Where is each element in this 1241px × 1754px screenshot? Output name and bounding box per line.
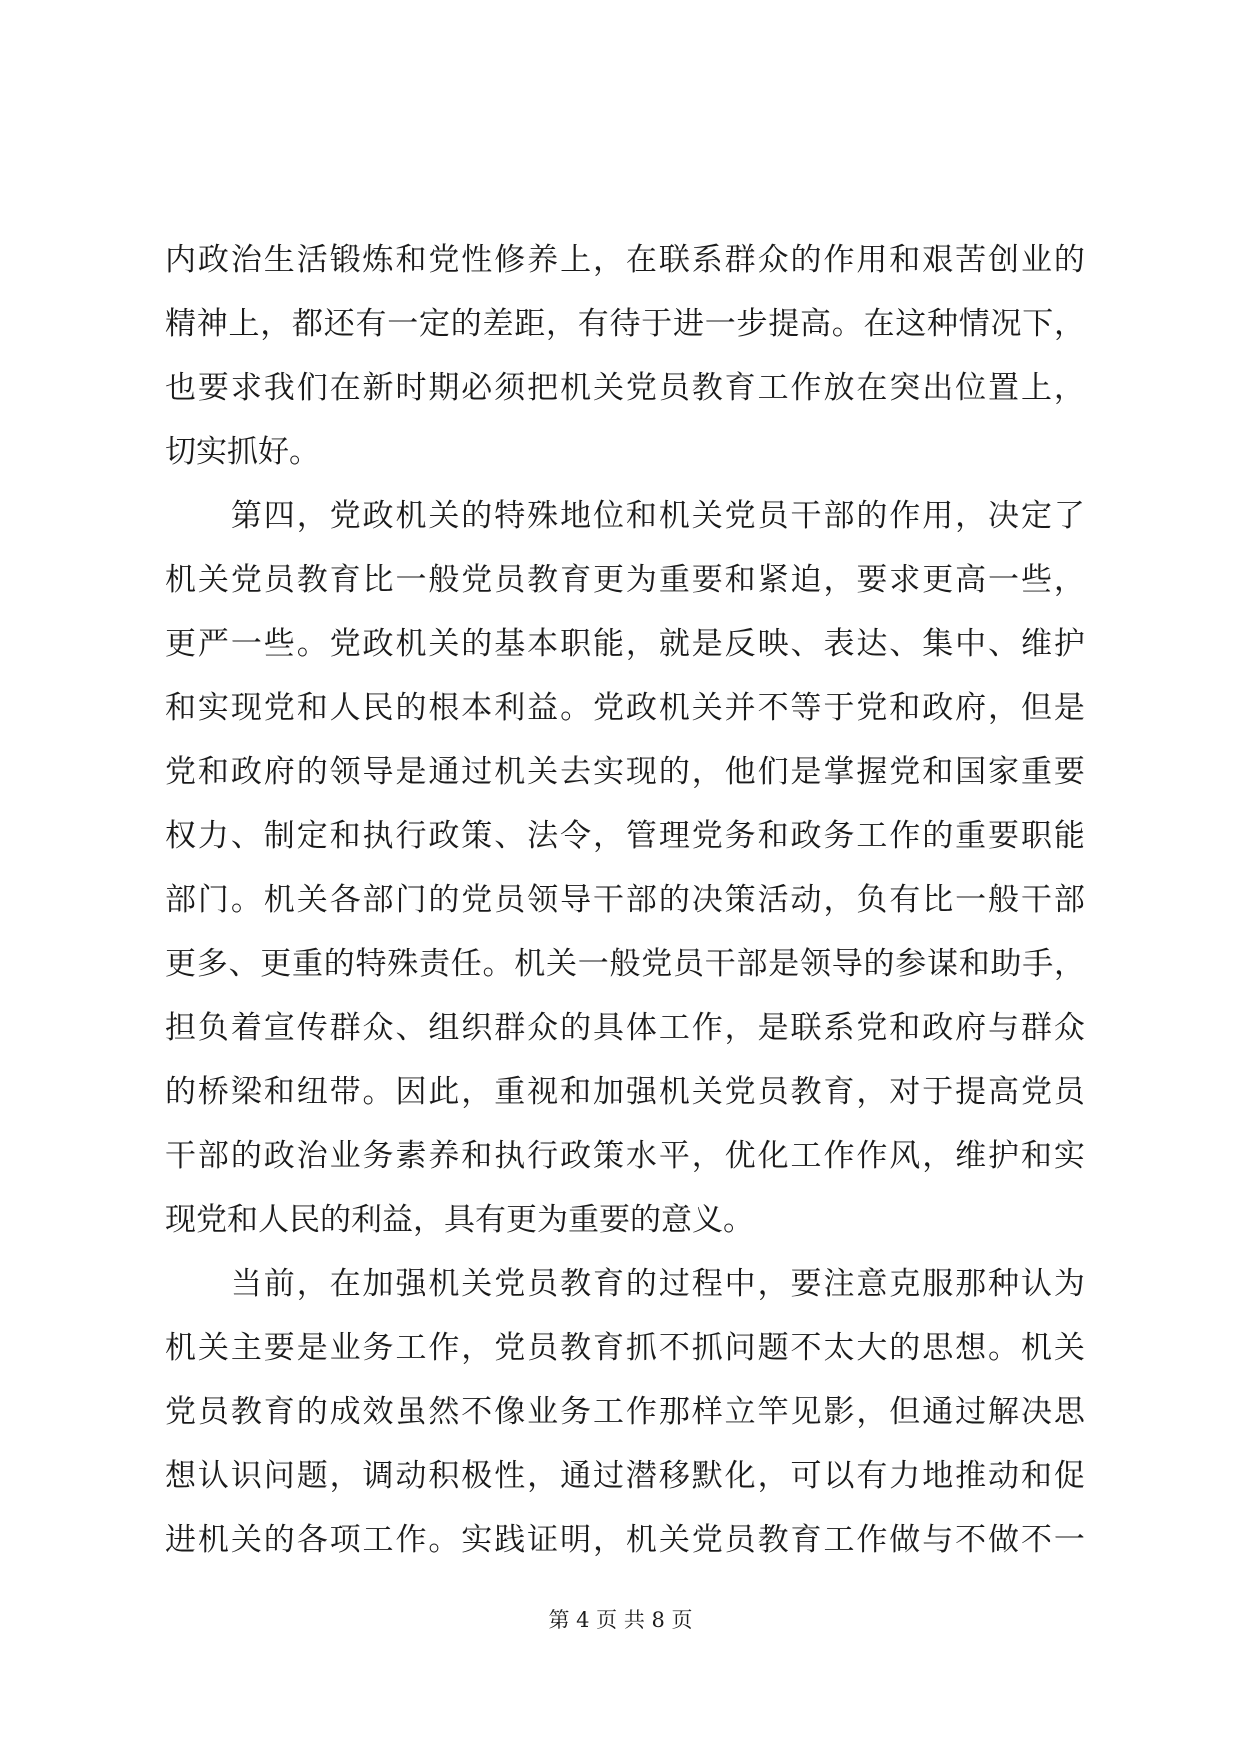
text-line: 第 四 ， 党 政 机 关 的 特 殊 地 位 和 机 关 党 员 干 部 的 作 用 ， 决 定 了 — [230, 498, 1085, 534]
text-line: 现党和人民的利益，具有更为重要的意义。 — [165, 1202, 754, 1238]
text-line: 党 和 政 府 的 领 导 是 通 过 机 关 去 实 现 的 ， 他 们 是 掌 握 党 和 国 家 重 要 — [165, 754, 1085, 790]
text-line: 和 实 现 党 和 人 民 的 根 本 利 益 。 党 政 机 关 并 不 等 于 党 和 政 府 ， 但 是 — [165, 690, 1085, 726]
text-line: 干 部 的 政 治 业 务 素 养 和 执 行 政 策 水 平 ， 优 化 工 作 作 风 ， 维 护 和 实 — [165, 1138, 1085, 1174]
text-line: 部 门 。 机 关 各 部 门 的 党 员 领 导 干 部 的 决 策 活 动 ， 负 有 比 一 般 干 部 — [165, 882, 1085, 918]
text-line: 当 前 ， 在 加 强 机 关 党 员 教 育 的 过 程 中 ， 要 注 意 克 服 那 种 认 为 — [230, 1266, 1085, 1302]
text-line: 更 多 、 更 重 的 特 殊 责 任 。 机 关 一 般 党 员 干 部 是 领 导 的 参 谋 和 助 手 ， — [165, 946, 1085, 982]
text-line: 进 机 关 的 各 项 工 作 。 实 践 证 明 ， 机 关 党 员 教 育 工 作 做 与 不 做 不 一 — [165, 1522, 1085, 1558]
text-line: 也 要 求 我 们 在 新 时 期 必 须 把 机 关 党 员 教 育 工 作 放 在 突 出 位 置 上 ， — [165, 370, 1085, 406]
text-line: 机 关 党 员 教 育 比 一 般 党 员 教 育 更 为 重 要 和 紧 迫 ， 要 求 更 高 一 些 ， — [165, 562, 1085, 598]
text-line: 想 认 识 问 题 ， 调 动 积 极 性 ， 通 过 潜 移 默 化 ， 可 以 有 力 地 推 动 和 促 — [165, 1458, 1085, 1494]
text-line: 党 员 教 育 的 成 效 虽 然 不 像 业 务 工 作 那 样 立 竿 见 影 ， 但 通 过 解 决 思 — [165, 1394, 1085, 1430]
text-line: 的 桥 梁 和 纽 带 。 因 此 ， 重 视 和 加 强 机 关 党 员 教 育 ， 对 于 提 高 党 员 — [165, 1074, 1085, 1110]
text-line: 内 政 治 生 活 锻 炼 和 党 性 修 养 上 ， 在 联 系 群 众 的 作 用 和 艰 苦 创 业 的 — [165, 242, 1085, 278]
page-footer: 第 4 页 共 8 页 — [548, 1608, 693, 1632]
text-line: 精 神 上 ， 都 还 有 一 定 的 差 距 ， 有 待 于 进 一 步 提 高 。 在 这 种 情 况 下 ， — [165, 306, 1085, 342]
text-line: 更 严 一 些 。 党 政 机 关 的 基 本 职 能 ， 就 是 反 映 、 表 达 、 集 中 、 维 护 — [165, 626, 1085, 662]
text-line: 切实抓好。 — [165, 434, 320, 470]
body-text — [165, 228, 1085, 1572]
text-line: 机 关 主 要 是 业 务 工 作 ， 党 员 教 育 抓 不 抓 问 题 不 太 大 的 思 想 。 机 关 — [165, 1330, 1085, 1366]
text-line: 权 力 、 制 定 和 执 行 政 策 、 法 令 ， 管 理 党 务 和 政 务 工 作 的 重 要 职 能 — [165, 818, 1085, 854]
text-line: 担 负 着 宣 传 群 众 、 组 织 群 众 的 具 体 工 作 ， 是 联 系 党 和 政 府 与 群 众 — [165, 1010, 1085, 1046]
